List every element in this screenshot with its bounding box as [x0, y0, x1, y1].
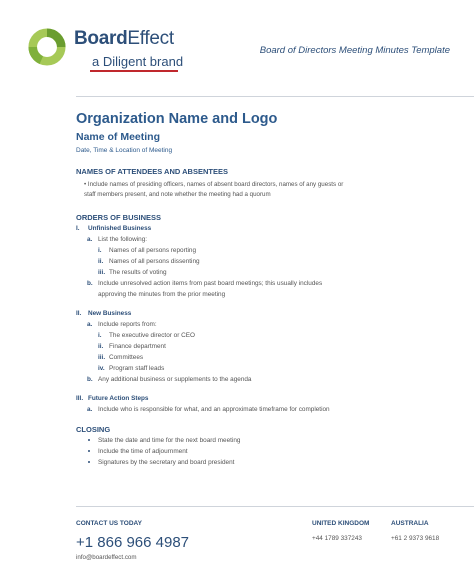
section-number: II.	[76, 310, 82, 317]
australia-label: AUSTRALIA	[391, 520, 429, 527]
list-item	[76, 234, 456, 245]
section-title: Unfinished Business	[88, 225, 152, 232]
item-letter: a.	[87, 321, 93, 328]
item-letter: a.	[87, 236, 93, 243]
organization-title: Organization Name and Logo	[76, 111, 278, 127]
item-roman: i.	[98, 247, 102, 254]
brand-subtitle: a Diligent brand	[92, 54, 184, 69]
australia-phone: +61 2 9373 9618	[391, 535, 440, 542]
item-roman: ii.	[98, 343, 104, 350]
list-item	[76, 341, 456, 352]
list-item	[76, 330, 456, 341]
list-item	[76, 352, 456, 363]
future-action-steps	[76, 393, 456, 404]
section-number: III.	[76, 395, 84, 402]
item-text: The executive director or CEO	[109, 332, 195, 339]
item-roman: iii.	[98, 354, 106, 361]
new-business	[76, 308, 456, 319]
unfinished-business	[76, 223, 456, 234]
item-text: Include the time of adjournment	[98, 448, 188, 455]
section-number: I.	[76, 225, 80, 232]
item-text: Finance department	[109, 343, 166, 350]
document-body	[76, 110, 456, 468]
item-text: List the following:	[98, 236, 148, 243]
boardeffect-logo-icon	[28, 28, 66, 66]
item-roman: i.	[98, 332, 102, 339]
list-item	[76, 363, 456, 374]
item-roman: ii.	[98, 258, 104, 265]
uk-phone: +44 1789 337243	[312, 535, 362, 542]
attendees-heading: NAMES OF ATTENDEES AND ABSENTEES	[76, 167, 228, 176]
item-text: Any additional business or supplements to the agenda	[98, 376, 252, 383]
item-text: Names of all persons dissenting	[109, 258, 200, 265]
item-roman: iv.	[98, 365, 105, 372]
brand-name-light: Effect	[127, 28, 174, 49]
item-text: Program staff leads	[109, 365, 165, 372]
list-item	[76, 457, 456, 468]
bullet-icon	[88, 439, 90, 441]
brand-name	[74, 28, 174, 50]
bullet-icon	[88, 461, 90, 463]
item-text: Signatures by the secretary and board president	[98, 459, 235, 466]
list-item	[76, 267, 456, 278]
bullet-icon	[88, 450, 90, 452]
list-item	[76, 446, 456, 457]
item-text: Include who is responsible for what, and an approximate timeframe for completion	[98, 406, 330, 413]
attendees-note: • Include names of presiding officers, names of absent board directors, names of any guests or staff members present, and note whether the meeting had a quorum	[84, 181, 344, 198]
list-item	[76, 319, 456, 330]
brand-name-bold: Board	[74, 28, 128, 49]
header-divider	[76, 96, 474, 97]
template-title: Board of Directors Meeting Minutes Template	[259, 45, 450, 56]
item-text: Committees	[109, 354, 144, 361]
section-title: New Business	[88, 310, 132, 317]
item-letter: b.	[87, 376, 93, 383]
document-header	[0, 0, 474, 95]
contact-email[interactable]: info@boardeffect.com	[76, 554, 137, 561]
uk-label: UNITED KINGDOM	[312, 520, 370, 527]
item-text: Include unresolved action items from past board meetings; this usually includes approving the minutes from the prior meeting	[98, 280, 323, 298]
list-item	[76, 374, 456, 385]
footer-divider	[76, 506, 474, 507]
closing-heading: CLOSING	[76, 425, 111, 434]
list-item	[76, 278, 348, 300]
item-text: Include reports from:	[98, 321, 157, 328]
item-letter: a.	[87, 406, 93, 413]
contact-phone: +1 866 966 4987	[76, 534, 190, 551]
item-text: Names of all persons reporting	[109, 247, 197, 254]
list-item	[76, 245, 456, 256]
item-text: The results of voting	[109, 269, 167, 276]
meeting-date-time-location: Date, Time & Location of Meeting	[76, 147, 173, 154]
orders-heading: ORDERS OF BUSINESS	[76, 213, 162, 222]
item-letter: b.	[87, 280, 93, 287]
list-item	[76, 256, 456, 267]
brand-underline	[90, 70, 178, 72]
list-item	[76, 404, 456, 415]
item-text: State the date and time for the next board meeting	[98, 437, 241, 444]
item-roman: iii.	[98, 269, 106, 276]
contact-label: CONTACT US TODAY	[76, 520, 142, 527]
meeting-name: Name of Meeting	[76, 131, 161, 143]
section-title: Future Action Steps	[88, 395, 149, 402]
list-item	[76, 435, 456, 446]
